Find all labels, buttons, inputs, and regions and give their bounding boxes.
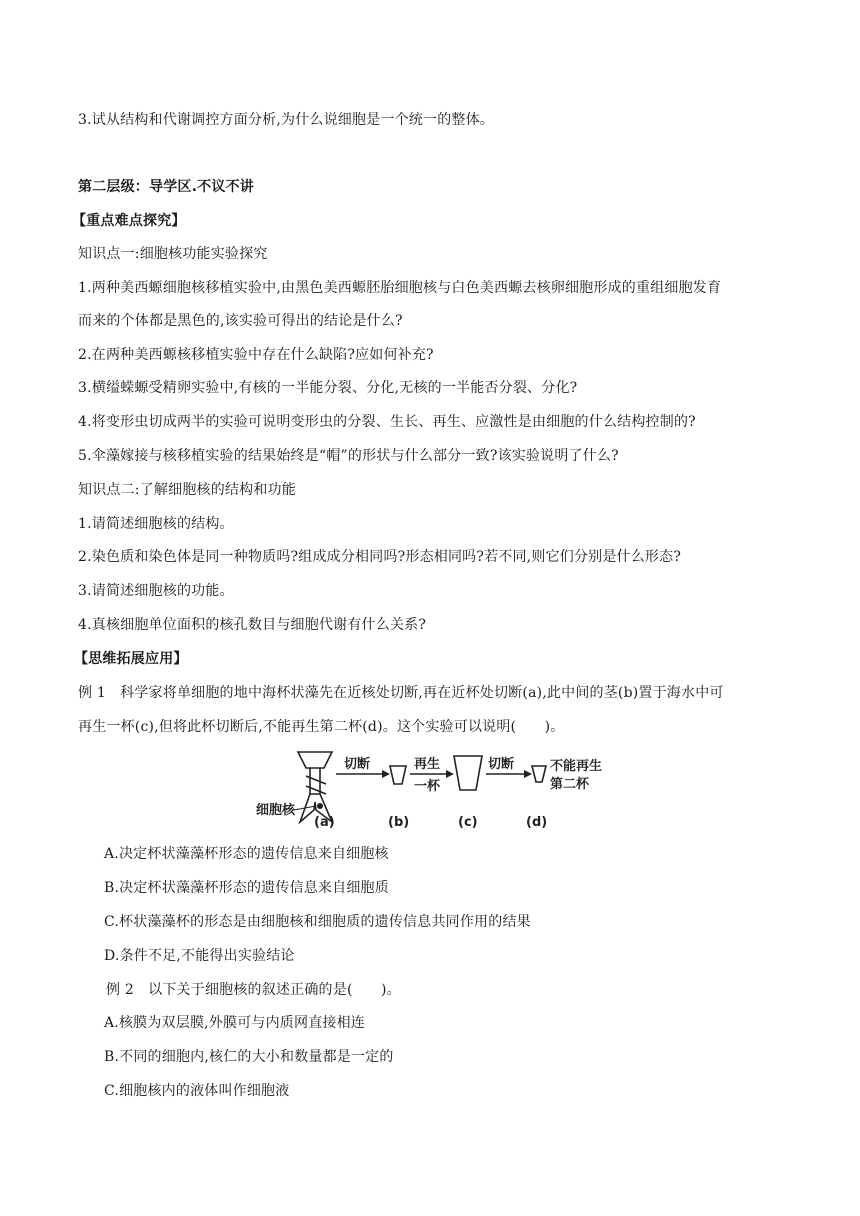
cup-c-icon [454,756,482,790]
example-2-option-b: B.不同的细胞内,核仁的大小和数量都是一定的 [104,1049,394,1065]
nucleus-dot-icon [317,803,323,809]
kp2-item-3: 3.请简述细胞核的功能。 [78,583,234,599]
regen-label-bottom: 一杯 [414,779,441,794]
arrow-3-head-icon [524,770,532,778]
level2-heading: 第二层级：导学区.不议不讲 [78,179,254,195]
arrow-1-head-icon [382,770,390,778]
kp2-item-1: 1.请简述细胞核的结构。 [78,516,234,532]
question-3: 3.试从结构和代谢调控方面分析,为什么说细胞是一个统一的整体。 [78,112,495,128]
example-2-option-c: C.细胞核内的液体叫作细胞液 [104,1083,290,1099]
section-thinking-extension: 【思维拓展应用】 [74,651,188,667]
stalk-d-icon [532,766,546,782]
figure-label-d: (d) [526,815,548,830]
arrow-2-head-icon [446,770,454,778]
example-1-line-1: 例 1 科学家将单细胞的地中海杯状藻先在近核处切断,再在近杯处切断(a),此中间的茎(b)置于海水中可 [78,685,724,701]
stalk-b-icon [390,766,406,784]
example-2-stem: 例 2 以下关于细胞核的叙述正确的是( )。 [106,982,401,998]
figure-label-b: (b) [388,815,410,830]
kp2-title: 知识点二:了解细胞核的结构和功能 [78,482,296,498]
kp1-item-3: 3.横缢蝾螈受精卵实验中,有核的一半能分裂、分化,无核的一半能否分裂、分化? [78,380,578,396]
cut-label-1: 切断 [344,757,371,772]
cut-label-2: 切断 [488,757,515,772]
example-1-option-d: D.条件不足,不能得出实验结论 [104,948,295,964]
kp1-item-1a: 1.两种美西螈细胞核移植实验中,由黑色美西螈胚胎细胞核与白色美西螈去核卵细胞形成的重组细胞发育 [78,280,722,296]
no-regen-label-top: 不能再生 [550,759,603,774]
figure-label-c: (c) [458,815,478,830]
kp1-title: 知识点一:细胞核功能实验探究 [78,246,268,262]
example-1-option-c: C.杯状藻藻杯的形态是由细胞核和细胞质的遗传信息共同作用的结果 [104,914,531,930]
figure-label-a: (a) [314,815,335,830]
section-key-difficulty: 【重点难点探究】 [72,213,186,229]
kp2-item-4: 4.真核细胞单位面积的核孔数目与细胞代谢有什么关系? [78,617,427,633]
kp1-item-4: 4.将变形虫切成两半的实验可说明变形虫的分裂、生长、再生、应激性是由细胞的什么结构控制的? [78,414,696,430]
example-1-option-a: A.决定杯状藻藻杯形态的遗传信息来自细胞核 [104,846,389,862]
kp1-item-2: 2.在两种美西螈核移植实验中存在什么缺陷?应如何补充? [78,347,434,363]
regen-label-top: 再生 [414,757,441,772]
nucleus-label: 细胞核 [256,803,296,818]
kp1-item-1b: 而来的个体都是黑色的,该实验可得出的结论是什么? [78,313,403,329]
alga-a-icon [298,752,332,822]
example-1-option-b: B.决定杯状藻藻杯形态的遗传信息来自细胞质 [104,880,389,896]
cup-alga-experiment-figure [250,746,610,832]
kp1-item-5: 5.伞藻嫁接与核移植实验的结果始终是“帽”的形状与什么部分一致?该实验说明了什么? [78,448,619,464]
example-1-line-2: 再生一杯(c),但将此杯切断后,不能再生第二杯(d)。这个实验可以说明( )。 [78,719,565,735]
kp2-item-2: 2.染色质和染色体是同一种物质吗?组成成分相同吗?形态相同吗?若不同,则它们分别是什么形态? [78,549,682,565]
example-2-option-a: A.核膜为双层膜,外膜可与内质网直接相连 [104,1015,366,1031]
no-regen-label-bottom: 第二杯 [550,777,590,792]
